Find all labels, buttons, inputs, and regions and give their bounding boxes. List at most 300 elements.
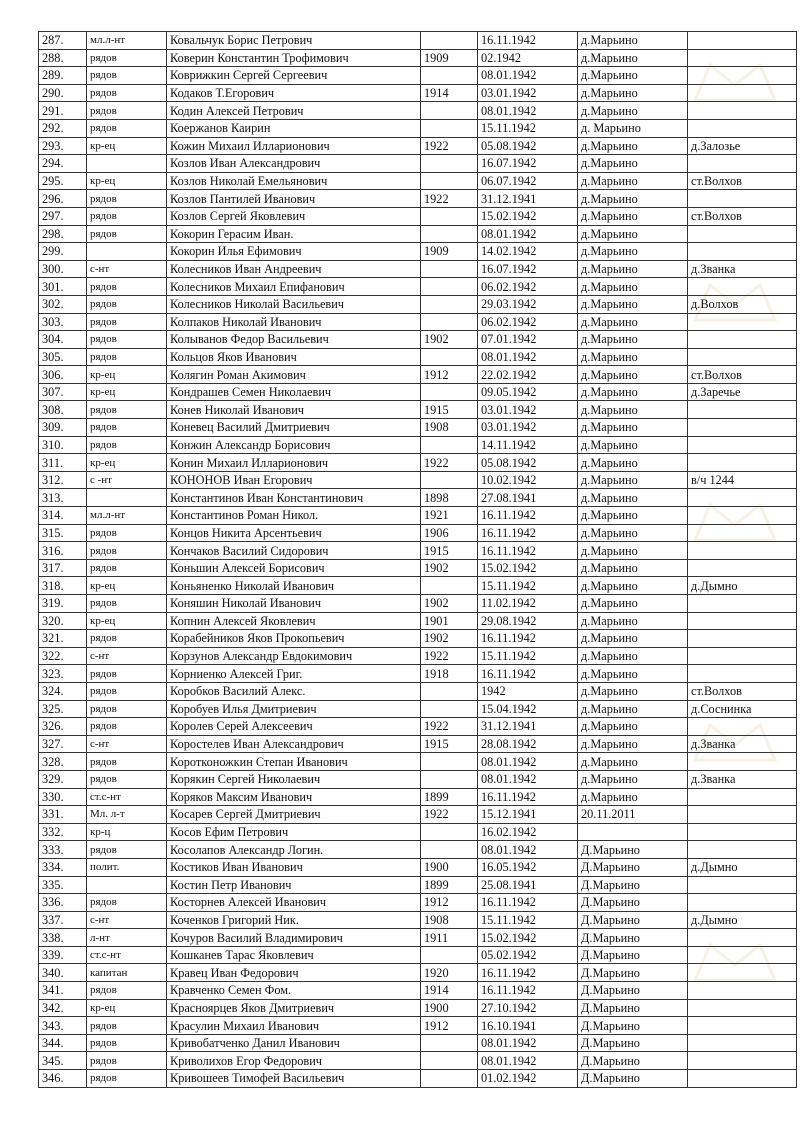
note-cell xyxy=(688,102,797,120)
birth-year-cell: 1922 xyxy=(421,718,478,736)
row-number: 298. xyxy=(39,225,87,243)
name-cell: Колпаков Николай Иванович xyxy=(167,313,421,331)
table-row xyxy=(39,559,797,577)
row-number: 296. xyxy=(39,190,87,208)
row-number: 333. xyxy=(39,841,87,859)
table-row xyxy=(39,260,797,278)
table-row xyxy=(39,612,797,630)
name-cell: Кошканев Тарас Яковлевич xyxy=(167,946,421,964)
date-cell: 08.01.1942 xyxy=(478,1034,578,1052)
table-row xyxy=(39,806,797,824)
burial-place-cell: д.Марьино xyxy=(578,770,688,788)
name-cell: КОНОНОВ Иван Егорович xyxy=(167,471,421,489)
name-cell: Концов Никита Арсентьевич xyxy=(167,524,421,542)
birth-year-cell: 1909 xyxy=(421,49,478,67)
rank-cell: рядов xyxy=(87,84,167,102)
birth-year-cell: 1899 xyxy=(421,876,478,894)
date-cell: 16.11.1942 xyxy=(478,630,578,648)
burial-place-cell: д.Марьино xyxy=(578,753,688,771)
rank-cell: рядов xyxy=(87,595,167,613)
table-row xyxy=(39,32,797,50)
date-cell: 27.08.1941 xyxy=(478,489,578,507)
name-cell: Коротконожкин Степан Иванович xyxy=(167,753,421,771)
table-row xyxy=(39,102,797,120)
rank-cell xyxy=(87,243,167,261)
row-number: 317. xyxy=(39,559,87,577)
burial-place-cell: д.Марьино xyxy=(578,788,688,806)
date-cell: 22.02.1942 xyxy=(478,366,578,384)
name-cell: Копнин Алексей Яковлевич xyxy=(167,612,421,630)
birth-year-cell: 1922 xyxy=(421,454,478,472)
date-cell: 15.02.1942 xyxy=(478,929,578,947)
burial-place-cell: д.Марьино xyxy=(578,542,688,560)
birth-year-cell: 1914 xyxy=(421,982,478,1000)
rank-cell: с-нт xyxy=(87,911,167,929)
row-number: 292. xyxy=(39,119,87,137)
name-cell: Кодин Алексей Петрович xyxy=(167,102,421,120)
table-row xyxy=(39,718,797,736)
row-number: 313. xyxy=(39,489,87,507)
rank-cell: ст.с-нт xyxy=(87,788,167,806)
birth-year-cell xyxy=(421,313,478,331)
name-cell: Коченков Григорий Ник. xyxy=(167,911,421,929)
row-number: 321. xyxy=(39,630,87,648)
row-number: 343. xyxy=(39,1017,87,1035)
table-row xyxy=(39,753,797,771)
rank-cell: мл.л-нт xyxy=(87,507,167,525)
birth-year-cell: 1918 xyxy=(421,665,478,683)
note-cell xyxy=(688,49,797,67)
date-cell: 16.07.1942 xyxy=(478,155,578,173)
name-cell: Коряков Максим Иванович xyxy=(167,788,421,806)
date-cell: 1942 xyxy=(478,682,578,700)
date-cell: 15.11.1942 xyxy=(478,911,578,929)
note-cell: д.Дымно xyxy=(688,577,797,595)
row-number: 310. xyxy=(39,436,87,454)
date-cell: 08.01.1942 xyxy=(478,770,578,788)
name-cell: Костин Петр Иванович xyxy=(167,876,421,894)
rank-cell: кр-ец xyxy=(87,454,167,472)
note-cell xyxy=(688,225,797,243)
name-cell: Косов Ефим Петрович xyxy=(167,823,421,841)
row-number: 311. xyxy=(39,454,87,472)
birth-year-cell xyxy=(421,471,478,489)
rank-cell: рядов xyxy=(87,401,167,419)
burial-place-cell: д.Марьино xyxy=(578,278,688,296)
rank-cell: рядов xyxy=(87,700,167,718)
date-cell: 08.01.1942 xyxy=(478,841,578,859)
name-cell: Конин Михаил Илларионович xyxy=(167,454,421,472)
table-row xyxy=(39,67,797,85)
name-cell: Кривошеев Тимофей Васильевич xyxy=(167,1070,421,1088)
row-number: 287. xyxy=(39,32,87,50)
note-cell xyxy=(688,559,797,577)
name-cell: Корзунов Александр Евдокимович xyxy=(167,647,421,665)
note-cell: д.Заречье xyxy=(688,383,797,401)
row-number: 306. xyxy=(39,366,87,384)
burial-place-cell: д.Марьино xyxy=(578,225,688,243)
rank-cell: кр-ец xyxy=(87,612,167,630)
date-cell: 16.11.1942 xyxy=(478,894,578,912)
name-cell: Кокорин Герасим Иван. xyxy=(167,225,421,243)
note-cell xyxy=(688,982,797,1000)
date-cell: 08.01.1942 xyxy=(478,67,578,85)
burial-place-cell: д.Марьино xyxy=(578,577,688,595)
birth-year-cell: 1902 xyxy=(421,331,478,349)
burial-place-cell: д.Марьино xyxy=(578,190,688,208)
birth-year-cell: 1902 xyxy=(421,559,478,577)
note-cell xyxy=(688,524,797,542)
rank-cell: кр-ец xyxy=(87,137,167,155)
table-row xyxy=(39,577,797,595)
rank-cell: рядов xyxy=(87,841,167,859)
birth-year-cell: 1915 xyxy=(421,401,478,419)
rank-cell: рядов xyxy=(87,1052,167,1070)
date-cell: 14.02.1942 xyxy=(478,243,578,261)
table-row xyxy=(39,841,797,859)
rank-cell: кр-ец xyxy=(87,577,167,595)
rank-cell: рядов xyxy=(87,630,167,648)
row-number: 293. xyxy=(39,137,87,155)
row-number: 303. xyxy=(39,313,87,331)
burial-place-cell: д.Марьино xyxy=(578,102,688,120)
row-number: 305. xyxy=(39,348,87,366)
rank-cell: рядов xyxy=(87,1070,167,1088)
note-cell: д.Дымно xyxy=(688,911,797,929)
burial-place-cell: д.Марьино xyxy=(578,260,688,278)
row-number: 334. xyxy=(39,858,87,876)
table-row xyxy=(39,119,797,137)
date-cell: 15.12.1941 xyxy=(478,806,578,824)
name-cell: Конжин Александр Борисович xyxy=(167,436,421,454)
date-cell: 29.03.1942 xyxy=(478,295,578,313)
birth-year-cell: 1898 xyxy=(421,489,478,507)
name-cell: Костиков Иван Иванович xyxy=(167,858,421,876)
birth-year-cell: 1911 xyxy=(421,929,478,947)
burial-place-cell: Д.Марьино xyxy=(578,1017,688,1035)
row-number: 301. xyxy=(39,278,87,296)
row-number: 326. xyxy=(39,718,87,736)
name-cell: Кокорин Илья Ефимович xyxy=(167,243,421,261)
birth-year-cell xyxy=(421,348,478,366)
table-row xyxy=(39,1070,797,1088)
birth-year-cell xyxy=(421,841,478,859)
note-cell xyxy=(688,507,797,525)
birth-year-cell: 1900 xyxy=(421,858,478,876)
birth-year-cell: 1915 xyxy=(421,735,478,753)
table-row xyxy=(39,84,797,102)
name-cell: Козлов Николай Емельянович xyxy=(167,172,421,190)
note-cell xyxy=(688,718,797,736)
table-row xyxy=(39,542,797,560)
row-number: 290. xyxy=(39,84,87,102)
name-cell: Красноярцев Яков Дмитриевич xyxy=(167,999,421,1017)
name-cell: Колыванов Федор Васильевич xyxy=(167,331,421,349)
row-number: 346. xyxy=(39,1070,87,1088)
date-cell: 05.08.1942 xyxy=(478,137,578,155)
rank-cell: рядов xyxy=(87,718,167,736)
rank-cell: полит. xyxy=(87,858,167,876)
name-cell: Колесников Иван Андреевич xyxy=(167,260,421,278)
birth-year-cell: 1922 xyxy=(421,647,478,665)
date-cell: 03.01.1942 xyxy=(478,419,578,437)
date-cell: 08.01.1942 xyxy=(478,102,578,120)
birth-year-cell: 1902 xyxy=(421,630,478,648)
burial-place-cell: д.Марьино xyxy=(578,137,688,155)
burial-place-cell: д.Марьино xyxy=(578,665,688,683)
burial-place-cell: Д.Марьино xyxy=(578,841,688,859)
burial-place-cell: д.Марьино xyxy=(578,49,688,67)
name-cell: Коробков Василий Алекс. xyxy=(167,682,421,700)
date-cell: 16.07.1942 xyxy=(478,260,578,278)
note-cell xyxy=(688,964,797,982)
name-cell: Колягин Роман Акимович xyxy=(167,366,421,384)
birth-year-cell: 1900 xyxy=(421,999,478,1017)
note-cell: ст.Волхов xyxy=(688,366,797,384)
table-row xyxy=(39,155,797,173)
birth-year-cell xyxy=(421,946,478,964)
row-number: 302. xyxy=(39,295,87,313)
table-row xyxy=(39,419,797,437)
note-cell xyxy=(688,894,797,912)
name-cell: Королев Серей Алексеевич xyxy=(167,718,421,736)
note-cell xyxy=(688,841,797,859)
burial-place-cell: д.Марьино xyxy=(578,559,688,577)
burial-place-cell: Д.Марьино xyxy=(578,964,688,982)
table-row xyxy=(39,770,797,788)
name-cell: Кравченко Семен Фом. xyxy=(167,982,421,1000)
table-row xyxy=(39,788,797,806)
row-number: 342. xyxy=(39,999,87,1017)
burial-place-cell: д.Марьино xyxy=(578,647,688,665)
name-cell: Козлов Пантилей Иванович xyxy=(167,190,421,208)
rank-cell: рядов xyxy=(87,348,167,366)
name-cell: Корабейников Яков Прокопьевич xyxy=(167,630,421,648)
rank-cell: рядов xyxy=(87,559,167,577)
row-number: 308. xyxy=(39,401,87,419)
table-row xyxy=(39,278,797,296)
birth-year-cell xyxy=(421,1034,478,1052)
row-number: 316. xyxy=(39,542,87,560)
rank-cell: рядов xyxy=(87,982,167,1000)
row-number: 336. xyxy=(39,894,87,912)
row-number: 339. xyxy=(39,946,87,964)
table-row xyxy=(39,243,797,261)
row-number: 341. xyxy=(39,982,87,1000)
rank-cell: л-нт xyxy=(87,929,167,947)
birth-year-cell xyxy=(421,119,478,137)
date-cell: 01.02.1942 xyxy=(478,1070,578,1088)
burial-place-cell: д.Марьино xyxy=(578,331,688,349)
note-cell xyxy=(688,823,797,841)
burial-place-cell: д.Марьино xyxy=(578,524,688,542)
note-cell: ст.Волхов xyxy=(688,682,797,700)
name-cell: Кривобатченко Данил Иванович xyxy=(167,1034,421,1052)
burial-place-cell: д.Марьино xyxy=(578,313,688,331)
table-row xyxy=(39,1052,797,1070)
burial-place-cell: д.Марьино xyxy=(578,612,688,630)
note-cell: ст.Волхов xyxy=(688,207,797,225)
row-number: 314. xyxy=(39,507,87,525)
note-cell xyxy=(688,999,797,1017)
burial-place-cell: д.Марьино xyxy=(578,630,688,648)
note-cell xyxy=(688,753,797,771)
date-cell: 16.05.1942 xyxy=(478,858,578,876)
date-cell: 08.01.1942 xyxy=(478,1052,578,1070)
date-cell: 25.08.1941 xyxy=(478,876,578,894)
table-row xyxy=(39,401,797,419)
date-cell: 15.11.1942 xyxy=(478,577,578,595)
date-cell: 16.11.1942 xyxy=(478,665,578,683)
table-row xyxy=(39,665,797,683)
rank-cell: рядов xyxy=(87,313,167,331)
burial-place-cell: д.Марьино xyxy=(578,383,688,401)
date-cell: 16.11.1942 xyxy=(478,964,578,982)
rank-cell: рядов xyxy=(87,682,167,700)
date-cell: 15.11.1942 xyxy=(478,119,578,137)
table-row xyxy=(39,313,797,331)
table-row xyxy=(39,489,797,507)
rank-cell: кр-ец xyxy=(87,383,167,401)
date-cell: 16.11.1942 xyxy=(478,982,578,1000)
burial-place-cell: д.Марьино xyxy=(578,348,688,366)
table-row xyxy=(39,595,797,613)
birth-year-cell: 1915 xyxy=(421,542,478,560)
birth-year-cell xyxy=(421,155,478,173)
rank-cell xyxy=(87,489,167,507)
note-cell xyxy=(688,876,797,894)
row-number: 319. xyxy=(39,595,87,613)
rank-cell xyxy=(87,876,167,894)
birth-year-cell: 1914 xyxy=(421,84,478,102)
table-row xyxy=(39,331,797,349)
note-cell xyxy=(688,278,797,296)
row-number: 323. xyxy=(39,665,87,683)
row-number: 329. xyxy=(39,770,87,788)
birth-year-cell: 1912 xyxy=(421,1017,478,1035)
rank-cell: кр-ец xyxy=(87,999,167,1017)
name-cell: Коньяненко Николай Иванович xyxy=(167,577,421,595)
rank-cell: рядов xyxy=(87,190,167,208)
date-cell: 15.02.1942 xyxy=(478,207,578,225)
rank-cell: капитан xyxy=(87,964,167,982)
burial-place-cell xyxy=(578,823,688,841)
name-cell: Корниенко Алексей Григ. xyxy=(167,665,421,683)
date-cell: 16.11.1942 xyxy=(478,507,578,525)
table-row xyxy=(39,225,797,243)
table-row xyxy=(39,49,797,67)
date-cell: 31.12.1941 xyxy=(478,190,578,208)
burial-place-cell: 20.11.2011 xyxy=(578,806,688,824)
note-cell xyxy=(688,489,797,507)
birth-year-cell xyxy=(421,577,478,595)
birth-year-cell xyxy=(421,278,478,296)
table-row xyxy=(39,348,797,366)
name-cell: Кольцов Яков Иванович xyxy=(167,348,421,366)
birth-year-cell xyxy=(421,383,478,401)
burial-place-cell: д.Марьино xyxy=(578,155,688,173)
birth-year-cell xyxy=(421,295,478,313)
name-cell: Ковальчук Борис Петрович xyxy=(167,32,421,50)
row-number: 327. xyxy=(39,735,87,753)
burial-place-cell: Д.Марьино xyxy=(578,894,688,912)
burial-place-cell: д.Марьино xyxy=(578,436,688,454)
rank-cell: рядов xyxy=(87,67,167,85)
name-cell: Коврижкин Сергей Сергеевич xyxy=(167,67,421,85)
table-row xyxy=(39,190,797,208)
date-cell: 15.04.1942 xyxy=(478,700,578,718)
birth-year-cell xyxy=(421,823,478,841)
row-number: 299. xyxy=(39,243,87,261)
casualty-roster-table xyxy=(38,31,797,1088)
name-cell: Колесников Николай Васильевич xyxy=(167,295,421,313)
table-row xyxy=(39,982,797,1000)
burial-place-cell: д.Марьино xyxy=(578,243,688,261)
table-row xyxy=(39,436,797,454)
burial-place-cell: д.Марьино xyxy=(578,507,688,525)
name-cell: Кондрашев Семен Николаевич xyxy=(167,383,421,401)
note-cell xyxy=(688,806,797,824)
roster-body xyxy=(39,32,797,1088)
birth-year-cell xyxy=(421,753,478,771)
name-cell: Кончаков Василий Сидорович xyxy=(167,542,421,560)
birth-year-cell xyxy=(421,260,478,278)
name-cell: Коверин Константин Трофимович xyxy=(167,49,421,67)
table-row xyxy=(39,366,797,384)
rank-cell: рядов xyxy=(87,102,167,120)
birth-year-cell: 1912 xyxy=(421,366,478,384)
burial-place-cell: д.Марьино xyxy=(578,172,688,190)
row-number: 328. xyxy=(39,753,87,771)
row-number: 309. xyxy=(39,419,87,437)
burial-place-cell: Д.Марьино xyxy=(578,911,688,929)
birth-year-cell: 1909 xyxy=(421,243,478,261)
rank-cell: кр-ец xyxy=(87,366,167,384)
table-row xyxy=(39,454,797,472)
table-row xyxy=(39,295,797,313)
row-number: 318. xyxy=(39,577,87,595)
row-number: 322. xyxy=(39,647,87,665)
note-cell xyxy=(688,243,797,261)
name-cell: Криволихов Егор Федорович xyxy=(167,1052,421,1070)
note-cell: д.Званка xyxy=(688,735,797,753)
note-cell xyxy=(688,348,797,366)
burial-place-cell: д.Марьино xyxy=(578,700,688,718)
date-cell: 08.01.1942 xyxy=(478,348,578,366)
date-cell: 31.12.1941 xyxy=(478,718,578,736)
row-number: 300. xyxy=(39,260,87,278)
table-row xyxy=(39,911,797,929)
name-cell: Коростелев Иван Александрович xyxy=(167,735,421,753)
note-cell: д.Волхов xyxy=(688,295,797,313)
row-number: 332. xyxy=(39,823,87,841)
burial-place-cell: Д.Марьино xyxy=(578,946,688,964)
birth-year-cell xyxy=(421,225,478,243)
row-number: 330. xyxy=(39,788,87,806)
name-cell: Колесников Михаил Епифанович xyxy=(167,278,421,296)
note-cell xyxy=(688,1070,797,1088)
burial-place-cell: д.Марьино xyxy=(578,735,688,753)
burial-place-cell: д.Марьино xyxy=(578,682,688,700)
note-cell xyxy=(688,630,797,648)
birth-year-cell xyxy=(421,102,478,120)
note-cell: ст.Волхов xyxy=(688,172,797,190)
row-number: 338. xyxy=(39,929,87,947)
birth-year-cell xyxy=(421,67,478,85)
date-cell: 06.07.1942 xyxy=(478,172,578,190)
date-cell: 29.08.1942 xyxy=(478,612,578,630)
birth-year-cell: 1922 xyxy=(421,137,478,155)
